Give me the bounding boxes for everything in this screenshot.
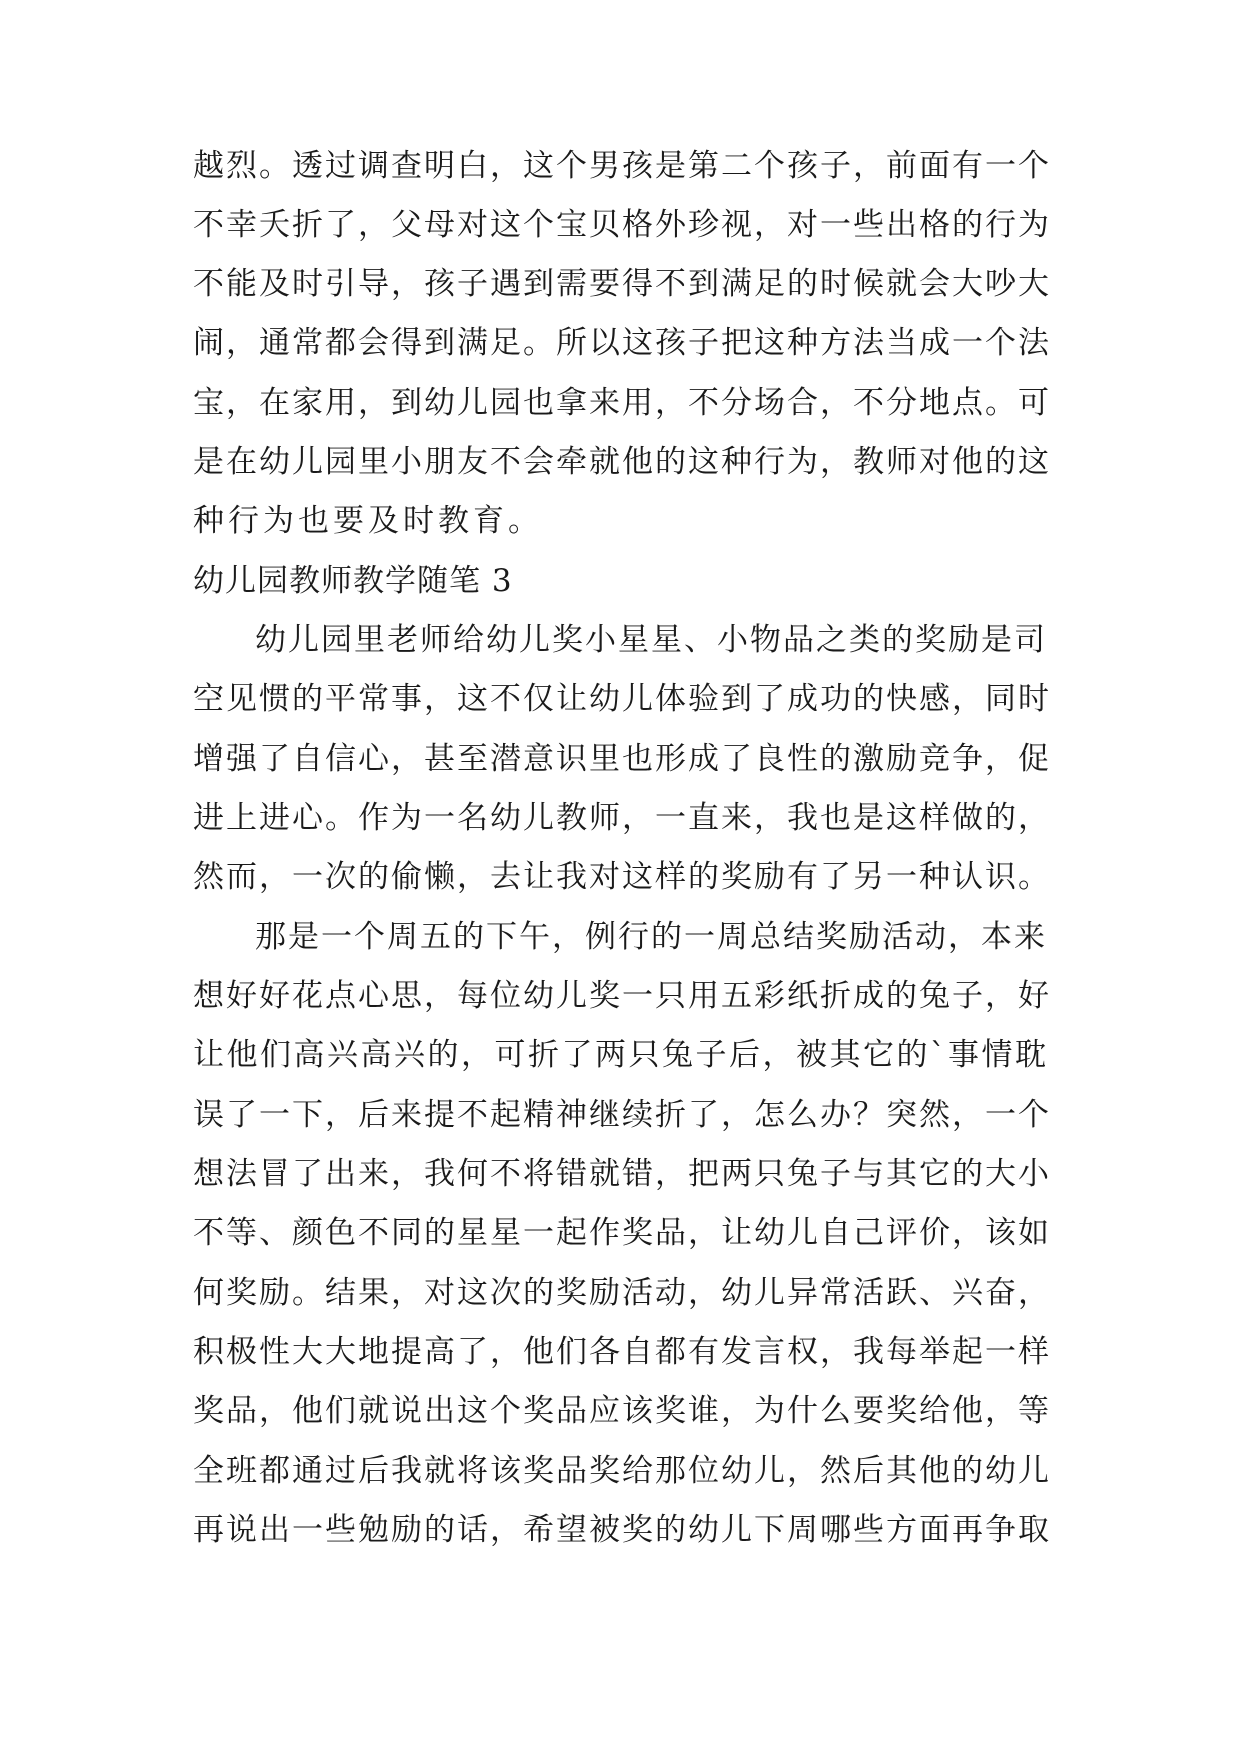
text-line: 幼儿园里老师给幼儿奖小星星、小物品之类的奖励是司 xyxy=(255,622,1047,658)
text-line: 积极性大大地提高了，他们各自都有发言权，我每举起一样 xyxy=(193,1334,1051,1370)
text-line: 种行为也要及时教育。 xyxy=(193,503,543,539)
section-title: 幼儿园教师教学随笔 3 xyxy=(193,563,513,599)
text-line: 让他们高兴高兴的，可折了两只兔子后，被其它的`事情耽 xyxy=(193,1037,1049,1073)
text-line: 那是一个周五的下午，例行的一周总结奖励活动，本来 xyxy=(255,919,1047,955)
text-line: 何奖励。结果，对这次的奖励活动，幼儿异常活跃、兴奋， xyxy=(193,1275,1051,1311)
text-line: 全班都通过后我就将该奖品奖给那位幼儿，然后其他的幼儿 xyxy=(193,1453,1051,1489)
text-line: 误了一下，后来提不起精神继续折了，怎么办？突然，一个 xyxy=(193,1097,1051,1133)
text-line: 不等、颜色不同的星星一起作奖品，让幼儿自己评价，该如 xyxy=(193,1215,1051,1251)
text-line: 不幸夭折了，父母对这个宝贝格外珍视，对一些出格的行为 xyxy=(193,207,1051,243)
text-line: 宝，在家用，到幼儿园也拿来用，不分场合，不分地点。可 xyxy=(193,385,1051,421)
text-line: 进上进心。作为一名幼儿教师，一直来，我也是这样做的， xyxy=(193,800,1051,836)
text-line: 再说出一些勉励的话，希望被奖的幼儿下周哪些方面再争取 xyxy=(193,1512,1051,1548)
text-line: 想法冒了出来，我何不将错就错，把两只兔子与其它的大小 xyxy=(193,1156,1051,1192)
text-line: 奖品，他们就说出这个奖品应该奖谁，为什么要奖给他，等 xyxy=(193,1393,1051,1429)
text-line: 不能及时引导，孩子遇到需要得不到满足的时候就会大吵大 xyxy=(193,266,1051,302)
text-line: 然而，一次的偷懒，去让我对这样的奖励有了另一种认识。 xyxy=(193,859,1051,895)
text-line: 是在幼儿园里小朋友不会牵就他的这种行为，教师对他的这 xyxy=(193,444,1051,480)
text-line: 想好好花点心思，每位幼儿奖一只用五彩纸折成的兔子，好 xyxy=(193,978,1051,1014)
text-line: 空见惯的平常事，这不仅让幼儿体验到了成功的快感，同时 xyxy=(193,681,1051,717)
text-line: 越烈。透过调查明白，这个男孩是第二个孩子，前面有一个 xyxy=(193,148,1051,184)
text-line: 增强了自信心，甚至潜意识里也形成了良性的激励竞争，促 xyxy=(193,741,1051,777)
text-line: 闹，通常都会得到满足。所以这孩子把这种方法当成一个法 xyxy=(193,325,1051,361)
